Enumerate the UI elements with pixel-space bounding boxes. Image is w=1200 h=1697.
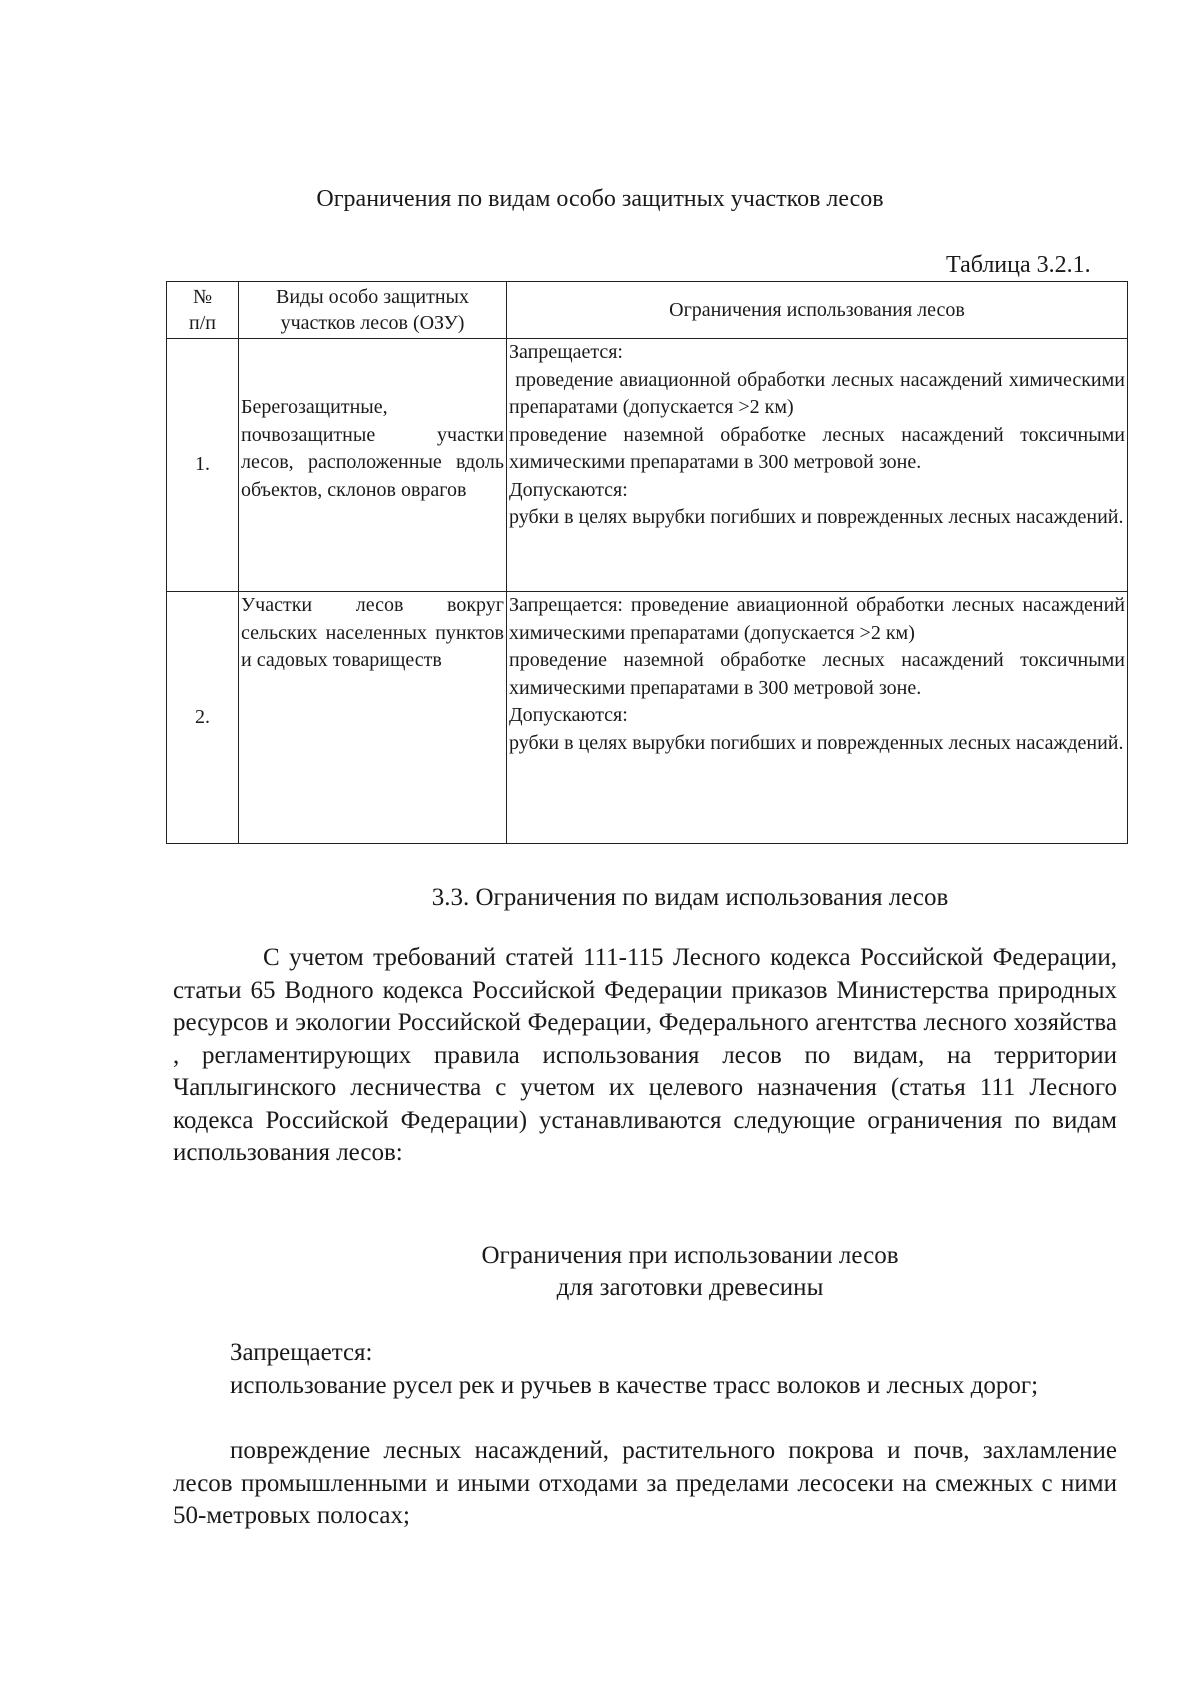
row-kind: Берегозащитные, почвозащитные участки лесов, расположенные вдоль объектов, склонов оврагов: [241, 396, 504, 501]
table-header-row: [167, 282, 1128, 339]
row-kind: Участки лесов вокруг сельских населенных пунктов и садовых товариществ: [241, 594, 504, 671]
sub-heading-line2: для заготовки древесины: [556, 1274, 824, 1301]
row-restrictions: [507, 339, 1128, 592]
table-row: [167, 339, 1128, 592]
restriction-line: Запрещается:: [509, 341, 623, 363]
table-row: [167, 592, 1128, 844]
header-kind-line1: Виды особо защитных: [276, 286, 469, 308]
main-paragraph: С учетом требований статей 111-115 Лесного кодекса Российской Федерации, статьи 65 Водного кодекса Российской Федерации приказов Министерства природных ресурсов и экологии Российской Федерации, Федерального агентства лесного хозяйства , регламентирующих правила использования лесов по видам, на территории Чаплыгинского лесничества с учетом их целевого назначения (статья 111 Лесного кодекса Российской Федерации) устанавливаются следующие ограничения по видам использования лесов:: [173, 944, 1117, 1166]
section-heading: 3.3. Ограничения по видам использования лесов: [431, 884, 949, 911]
header-kind-line2: участков лесов (ОЗУ): [280, 312, 465, 334]
restriction-line: проведение наземной обработке лесных насаждений токсичными химическими препаратами в 300 метровой зоне.: [509, 423, 1125, 473]
restriction-line: проведение наземной обработке лесных насаждений токсичными химическими препаратами в 300 метровой зоне.: [509, 649, 1125, 699]
sub-heading-line1: Ограничения при использовании лесов: [481, 1242, 899, 1269]
header-num: [167, 282, 239, 339]
restriction-line: рубки в целях вырубки погибших и поврежденных лесных насаждений.: [509, 506, 1124, 528]
restriction-line: проведение авиационной обработки лесных насаждений химическими препаратами (допускается >2 км): [509, 368, 1130, 418]
restrictions-table: [166, 281, 1128, 844]
row-number: 1.: [167, 339, 239, 592]
prohibited-label: Запрещается:: [230, 1339, 373, 1366]
header-restrictions: Ограничения использования лесов: [507, 282, 1128, 339]
table-title: Ограничения по видам особо защитных участков лесов: [316, 186, 884, 212]
restriction-line: Запрещается: проведение авиационной обработки лесных насаждений химическими препаратами (допускается >2 км): [509, 594, 1125, 644]
header-kind: [239, 282, 507, 339]
prohibited-item: повреждение лесных насаждений, растительного покрова и почв, захламление лесов промышленными и иными отходами за пределами лесосеки на смежных с ними 50-метровых полосах;: [173, 1437, 1117, 1529]
prohibited-item: использование русел рек и ручьев в качестве трасс волоков и лесных дорог;: [230, 1372, 1039, 1399]
row-restrictions: [507, 592, 1128, 844]
sub-heading: [0, 1240, 1200, 1304]
restriction-line: Допускаются:: [509, 704, 628, 726]
row-kind-cell: [239, 592, 507, 844]
table-label: Таблица 3.2.1.: [946, 252, 1091, 278]
row-number: 2.: [167, 592, 239, 844]
header-num-line2: п/п: [189, 312, 216, 334]
row-kind-cell: [239, 339, 507, 592]
restriction-line: рубки в целях вырубки погибших и поврежденных лесных насаждений.: [509, 731, 1124, 754]
restriction-line: Допускаются:: [509, 478, 628, 501]
header-num-line1: №: [192, 286, 213, 308]
